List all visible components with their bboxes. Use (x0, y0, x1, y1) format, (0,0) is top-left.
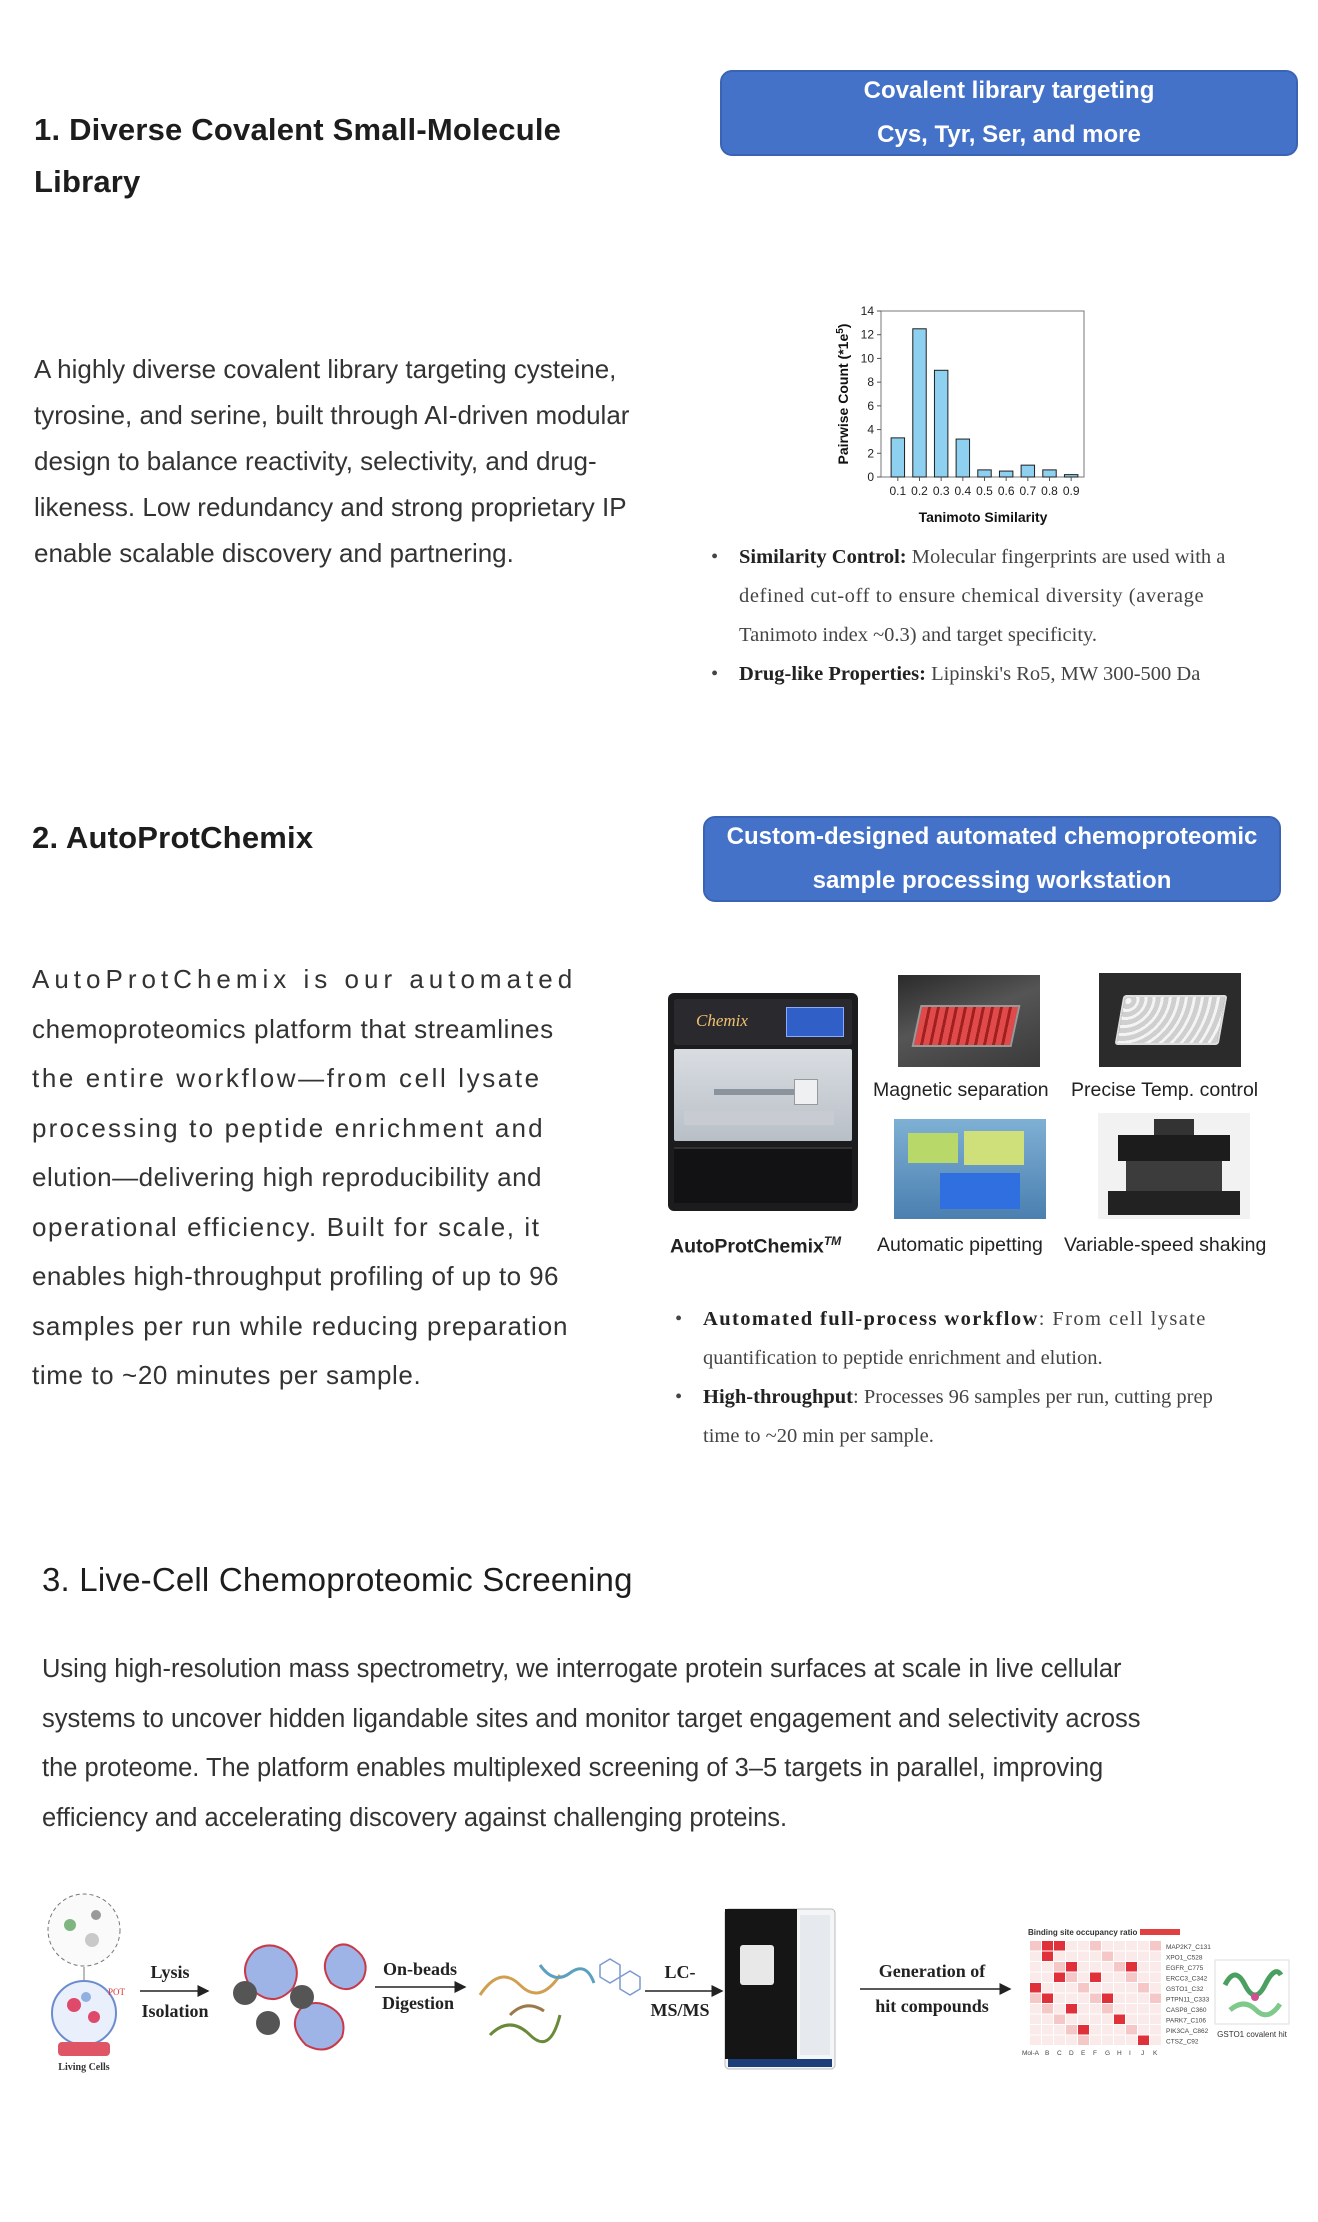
heatmap-cell (1138, 1952, 1149, 1962)
bullet-bold: Automated full-process workflow (703, 1308, 1039, 1330)
heatmap-cell (1090, 2015, 1101, 2025)
bullet-bold: Drug-like Properties: (739, 663, 926, 685)
machine-top-panel (674, 999, 852, 1045)
heatmap-col-label: F (1093, 2050, 1097, 2057)
heatmap-cell (1090, 1983, 1101, 1993)
heatmap-cell (1102, 2036, 1113, 2046)
x-tick-label: 0.9 (1062, 484, 1080, 498)
section2-bullets (670, 1300, 1290, 1456)
section2-paragraph (32, 955, 594, 1401)
machine-screen (786, 1007, 844, 1037)
heatmap-cell (1078, 1952, 1089, 1962)
heatmap-row-label: PIK3CA_C862 (1166, 2028, 1209, 2035)
section3-paragraph (42, 1645, 1292, 1843)
heatmap-col-label: C (1057, 2050, 1062, 2057)
structure-label: GSTO1 covalent hit (1217, 2030, 1287, 2039)
covalent-library-pill (720, 70, 1298, 156)
bullet-dot: • (675, 1308, 683, 1330)
pipetting-image (894, 1119, 1046, 1219)
heatmap-cell (1042, 2004, 1053, 2014)
heatmap-cell (1102, 1952, 1113, 1962)
chart-bars (891, 329, 1078, 477)
heatmap-cell (1030, 1983, 1041, 1993)
heatmap-cell (1126, 2025, 1137, 2035)
screening-workflow-diagram (40, 1885, 1300, 2095)
heatmap-cell (1102, 2015, 1113, 2025)
step-hit-compounds-label: hit compounds (875, 1996, 989, 2016)
x-tick-label: 0.7 (1019, 484, 1037, 498)
temp-control-caption: Precise Temp. control (1071, 1079, 1259, 1101)
temp-control-image (1099, 973, 1241, 1067)
heatmap-cell (1102, 1973, 1113, 1983)
heatmap-cell (1138, 1994, 1149, 2004)
y-tick-label: 8 (867, 375, 874, 390)
heatmap-cell (1150, 1962, 1161, 1972)
mass-spectrometer-icon (725, 1909, 835, 2069)
section1-bullets (706, 538, 1306, 694)
heatmap-cell (1102, 1962, 1113, 1972)
autoprotchemix-machine-image (668, 993, 858, 1211)
heatmap-cell (1090, 1973, 1101, 1983)
chart-bar (999, 471, 1012, 477)
para-line: operational efficiency. Built for scale, it (32, 1211, 541, 1242)
heatmap-cell (1150, 2004, 1161, 2014)
step-generation-label: Generation of (878, 1961, 986, 1981)
tanimoto-chart (820, 300, 1140, 535)
chart-bar (978, 470, 991, 477)
heatmap-cell (1066, 1994, 1077, 2004)
heatmap-cell (1030, 1962, 1041, 1972)
heatmap-cell (1030, 1952, 1041, 1962)
heatmap-cell (1030, 1973, 1041, 1983)
para-line: likeness. Low redundancy and strong proprietary IP (34, 492, 627, 522)
x-tick-label: 0.2 (911, 484, 928, 498)
heatmap-cell (1150, 1983, 1161, 1993)
heatmap-cell (1066, 1941, 1077, 1951)
chart-xlabel: Tanimoto Similarity (918, 509, 1048, 525)
shaking-caption: Variable-speed shaking (1064, 1234, 1267, 1256)
heatmap-cell (1042, 1941, 1053, 1951)
heatmap-col-label: J (1141, 2050, 1145, 2057)
heatmap-cell (1066, 2004, 1077, 2014)
heatmap-cell (1042, 1973, 1053, 1983)
heatmap-cell (1114, 1983, 1125, 1993)
heatmap-cell (1054, 1962, 1065, 1972)
heatmap-col-label: B (1045, 2050, 1050, 2057)
heatmap-cell (1078, 2025, 1089, 2035)
para-line: AutoProtChemix is our automated (32, 964, 578, 994)
shaking-image (1098, 1113, 1250, 1219)
chart-ylabel (835, 324, 851, 465)
chart-ylabel-end: ) (835, 323, 851, 329)
heatmap-col-label: K (1153, 2050, 1158, 2057)
pill-line2: sample processing workstation (812, 867, 1172, 894)
heatmap-cell (1150, 1973, 1161, 1983)
bullet-text: quantification to peptide enrichment and elution. (703, 1347, 1103, 1369)
heatmap-cell (1126, 2004, 1137, 2014)
heatmap-cell (1054, 1973, 1065, 1983)
chart-bar (891, 438, 904, 477)
para-line: samples per run while reducing preparation (32, 1310, 569, 1341)
machine-name: AutoProtChemix (670, 1235, 824, 1258)
heatmap-cell (1114, 2036, 1125, 2046)
bullet-similarity (706, 538, 1306, 655)
section1-title-line1: 1. Diverse Covalent Small-Molecule (34, 112, 562, 147)
heatmap-cell (1066, 1962, 1077, 1972)
heatmap-cell (1090, 1994, 1101, 2004)
magnetic-separation-caption: Magnetic separation (873, 1079, 1049, 1101)
heatmap-cell (1114, 2015, 1125, 2025)
heatmap-cell (1138, 2025, 1149, 2035)
bullet-dot: • (711, 663, 719, 685)
heatmap-cell (1078, 1994, 1089, 2004)
heatmap-cell (1054, 2015, 1065, 2025)
heatmap-cell (1114, 1952, 1125, 1962)
bullet-text: : From cell lysate (1038, 1308, 1207, 1330)
heatmap-cell (1042, 1962, 1053, 1972)
para-line: A highly diverse covalent library targeting cysteine, (34, 354, 617, 384)
pill-line1: Custom-designed automated chemoproteomic (726, 823, 1258, 850)
heatmap-row-label: ERCC3_C342 (1166, 1975, 1208, 1983)
section3-title: 3. Live-Cell Chemoproteomic Screening (42, 1561, 633, 1598)
y-tick-label: 6 (867, 398, 874, 413)
heatmap-cell (1066, 1952, 1077, 1962)
y-tick-label: 12 (860, 327, 874, 342)
chart-ylabel-sup: 5 (835, 328, 846, 334)
x-tick-label: 0.6 (997, 484, 1015, 498)
chart-ylabel-main: Pairwise Count (*1e (835, 333, 851, 465)
heatmap-row-label: GSTO1_C32 (1166, 1986, 1204, 1993)
heatmap-cell (1042, 2036, 1053, 2046)
peptides-icon (480, 1959, 640, 2042)
bullet-workflow (670, 1300, 1290, 1378)
section1-title-line2: Library (34, 164, 141, 199)
heatmap-cell (1078, 1962, 1089, 1972)
chemix-logo: Chemix (696, 1011, 748, 1030)
y-tick-label: 10 (860, 351, 874, 366)
probe-label: POT (108, 1987, 126, 1997)
heatmap-col-label: D (1069, 2050, 1074, 2057)
heatmap-row-label: PTPN11_C333 (1166, 1996, 1210, 2004)
trademark: TM (823, 1234, 842, 1248)
y-tick-label: 14 (860, 304, 874, 318)
chart-bar (913, 329, 926, 477)
bullet-text: Molecular fingerprints are used with a (906, 546, 1226, 568)
heatmap-cell (1042, 1952, 1053, 1962)
heatmap-cell (1114, 2025, 1125, 2035)
bullet-dot: • (675, 1386, 683, 1408)
x-tick-label: 0.3 (932, 484, 950, 498)
y-tick-label: 2 (867, 446, 874, 461)
heatmap-cell (1090, 1952, 1101, 1962)
heatmap-cell (1066, 2025, 1077, 2035)
heatmap-col-label: H (1117, 2050, 1122, 2057)
heatmap-col-label: G (1105, 2050, 1111, 2057)
pill-line2: Cys, Tyr, Ser, and more (877, 121, 1141, 148)
living-cells-label: Living Cells (58, 2062, 110, 2073)
heatmap-cell (1150, 1941, 1161, 1951)
para-line: Using high-resolution mass spectrometry, we interrogate protein surfaces at scale in live cellular (42, 1655, 1122, 1683)
heatmap-cell (1054, 2036, 1065, 2046)
protein-structure-icon (1215, 1960, 1289, 2039)
step-lc-label: LC- (664, 1962, 696, 1982)
heatmap-cell (1138, 1941, 1149, 1951)
heatmap-cell (1114, 1973, 1125, 1983)
bullet-bold: Similarity Control: (739, 546, 907, 568)
heatmap-cell (1042, 2025, 1053, 2035)
heatmap-cell (1078, 1973, 1089, 1983)
heatmap-cell (1102, 2025, 1113, 2035)
heatmap-cell (1030, 1941, 1041, 1951)
heatmap-cell (1138, 1983, 1149, 1993)
occupancy-heatmap (1022, 1928, 1211, 2057)
bullet-throughput (670, 1378, 1290, 1456)
bullet-dot: • (711, 546, 719, 568)
para-line: chemoproteomics platform that streamlines (32, 1013, 554, 1044)
bullet-text: defined cut-off to ensure chemical diversity (average (739, 585, 1205, 607)
heatmap-cell (1102, 2004, 1113, 2014)
bullet-text: Lipinski's Ro5, MW 300-500 Da (925, 663, 1201, 685)
heatmap-cell (1030, 2015, 1041, 2025)
heatmap-cell (1030, 1994, 1041, 2004)
heatmap-cell (1138, 1973, 1149, 1983)
section2-title: 2. AutoProtChemix (32, 820, 314, 855)
para-line: efficiency and accelerating discovery against challenging proteins. (42, 1803, 788, 1832)
heatmap-cell (1090, 2004, 1101, 2014)
step-lysis-label: Lysis (150, 1962, 190, 1982)
heatmap-cell (1042, 1994, 1053, 2004)
para-line: enables high-throughput profiling of up to 96 (32, 1261, 559, 1291)
heatmap-cell (1030, 2036, 1041, 2046)
heatmap-cell (1030, 2025, 1041, 2035)
heatmap-cell (1150, 1994, 1161, 2004)
heatmap-cell (1054, 2025, 1065, 2035)
heatmap-cell (1114, 1941, 1125, 1951)
heatmap-col-label: Mol-A (1022, 2050, 1039, 2057)
heatmap-cell (1126, 1983, 1137, 1993)
heatmap-row-label: CASP8_C360 (1166, 2007, 1207, 2014)
living-cells-icon (48, 1894, 126, 2073)
heatmap-cell (1030, 2004, 1041, 2014)
heatmap-col-label: I (1129, 2050, 1131, 2057)
heatmap-cell (1090, 1962, 1101, 1972)
chart-bar (1064, 475, 1077, 477)
chart-bar (934, 370, 947, 477)
heatmap-cell (1042, 1983, 1053, 1993)
heatmap-cell (1054, 1952, 1065, 1962)
y-tick-label: 0 (867, 470, 874, 484)
heatmap-cell (1138, 2015, 1149, 2025)
machine-base (674, 1147, 852, 1203)
heatmap-cell (1102, 1941, 1113, 1951)
heatmap-col-label: E (1081, 2050, 1086, 2057)
y-tick-label: 4 (867, 422, 874, 437)
protein-beads-icon (233, 1944, 366, 2049)
heatmap-cell (1126, 1973, 1137, 1983)
bullet-text: : Processes 96 samples per run, cutting prep (853, 1386, 1213, 1408)
para-line: time to ~20 minutes per sample. (32, 1360, 422, 1390)
heatmap-cell (1066, 1973, 1077, 1983)
heatmap-cell (1114, 1962, 1125, 1972)
heatmap-cell (1126, 1962, 1137, 1972)
heatmap-cell (1090, 1941, 1101, 1951)
heatmap-cell (1138, 2004, 1149, 2014)
heatmap-cell (1138, 1962, 1149, 1972)
heatmap-cell (1078, 1983, 1089, 1993)
heatmap-title: Binding site occupancy ratio (1028, 1928, 1138, 1937)
magnetic-separation-image (898, 975, 1040, 1067)
heatmap-cell (1138, 2036, 1149, 2046)
x-tick-label: 0.8 (1041, 484, 1058, 498)
para-line: enable scalable discovery and partnering. (34, 538, 514, 568)
heatmap-cell (1054, 1941, 1065, 1951)
heatmap-cell (1150, 1952, 1161, 1962)
autoprotchemix-caption (670, 1234, 841, 1259)
heatmap-row-label: PARK7_C106 (1166, 2017, 1206, 2025)
heatmap-cell (1066, 1983, 1077, 1993)
heatmap-cell (1078, 2036, 1089, 2046)
heatmap-cell (1102, 1994, 1113, 2004)
para-line: design to balance reactivity, selectivity, and drug- (34, 446, 597, 476)
heatmap-cell (1150, 2015, 1161, 2025)
heatmap-cell (1126, 1994, 1137, 2004)
chart-xticks (889, 477, 1079, 498)
heatmap-cell (1126, 2036, 1137, 2046)
heatmap-cell (1078, 2004, 1089, 2014)
heatmap-cell (1054, 1983, 1065, 1993)
chart-bar (1021, 465, 1034, 477)
heatmap-cell (1102, 1983, 1113, 1993)
chart-bar (1043, 470, 1056, 477)
workstation-pill (703, 816, 1281, 902)
heatmap-cell (1150, 2025, 1161, 2035)
heatmap-row-label: MAP2K7_C131 (1166, 1944, 1211, 1951)
heatmap-cell (1114, 1994, 1125, 2004)
heatmap-cell (1042, 2015, 1053, 2025)
para-line: systems to uncover hidden ligandable sites and monitor target engagement and selectivity across (42, 1704, 1141, 1733)
heatmap-row-label: XPO1_C528 (1166, 1954, 1203, 1962)
bullet-text: Tanimoto index ~0.3) and target specificity. (739, 624, 1098, 646)
para-line: elution—delivering high reproducibility and (32, 1162, 543, 1192)
heatmap-cell (1054, 1994, 1065, 2004)
para-line: tyrosine, and serine, built through AI-driven modular (34, 400, 630, 430)
step-onbeads-label: On-beads (382, 1959, 458, 1979)
chart-yticks (861, 304, 881, 484)
step-msms-label: MS/MS (650, 2000, 710, 2020)
heatmap-cell (1126, 1941, 1137, 1951)
x-tick-label: 0.4 (954, 484, 972, 498)
heatmap-cell (1066, 2036, 1077, 2046)
section1-paragraph (34, 346, 694, 576)
heatmap-cell (1126, 2015, 1137, 2025)
pipetting-caption: Automatic pipetting (877, 1234, 1043, 1256)
heatmap-row-label: CTSZ_C92 (1166, 2038, 1199, 2046)
para-line: the entire workflow—from cell lysate (32, 1063, 542, 1093)
heatmap-cell (1078, 1941, 1089, 1951)
heatmap-cell (1078, 2015, 1089, 2025)
chart-axes (881, 311, 1084, 477)
machine-window (674, 1049, 852, 1141)
heatmap-cell (1114, 2004, 1125, 2014)
bullet-text: time to ~20 min per sample. (703, 1425, 934, 1447)
section1-title (34, 104, 561, 208)
heatmap-cell (1150, 2036, 1161, 2046)
heatmap-row-label: EGFR_C775 (1166, 1965, 1204, 1972)
step-digestion-label: Digestion (382, 1993, 454, 2013)
bullet-druglike (706, 655, 1306, 694)
para-line: the proteome. The platform enables multiplexed screening of 3–5 targets in parallel, improving (42, 1754, 1104, 1782)
heatmap-cell (1090, 2036, 1101, 2046)
chart-bar (956, 439, 969, 477)
heatmap-cell (1090, 2025, 1101, 2035)
bullet-bold: High-throughput (703, 1386, 854, 1408)
heatmap-cell (1066, 2015, 1077, 2025)
x-tick-label: 0.5 (976, 484, 993, 498)
heatmap-cell (1126, 1952, 1137, 1962)
heatmap-cell (1054, 2004, 1065, 2014)
pill-line1: Covalent library targeting (863, 77, 1155, 104)
step-isolation-label: Isolation (141, 2001, 209, 2021)
chart-frame (881, 311, 1084, 477)
x-tick-label: 0.1 (889, 484, 907, 498)
para-line: processing to peptide enrichment and (32, 1112, 545, 1143)
